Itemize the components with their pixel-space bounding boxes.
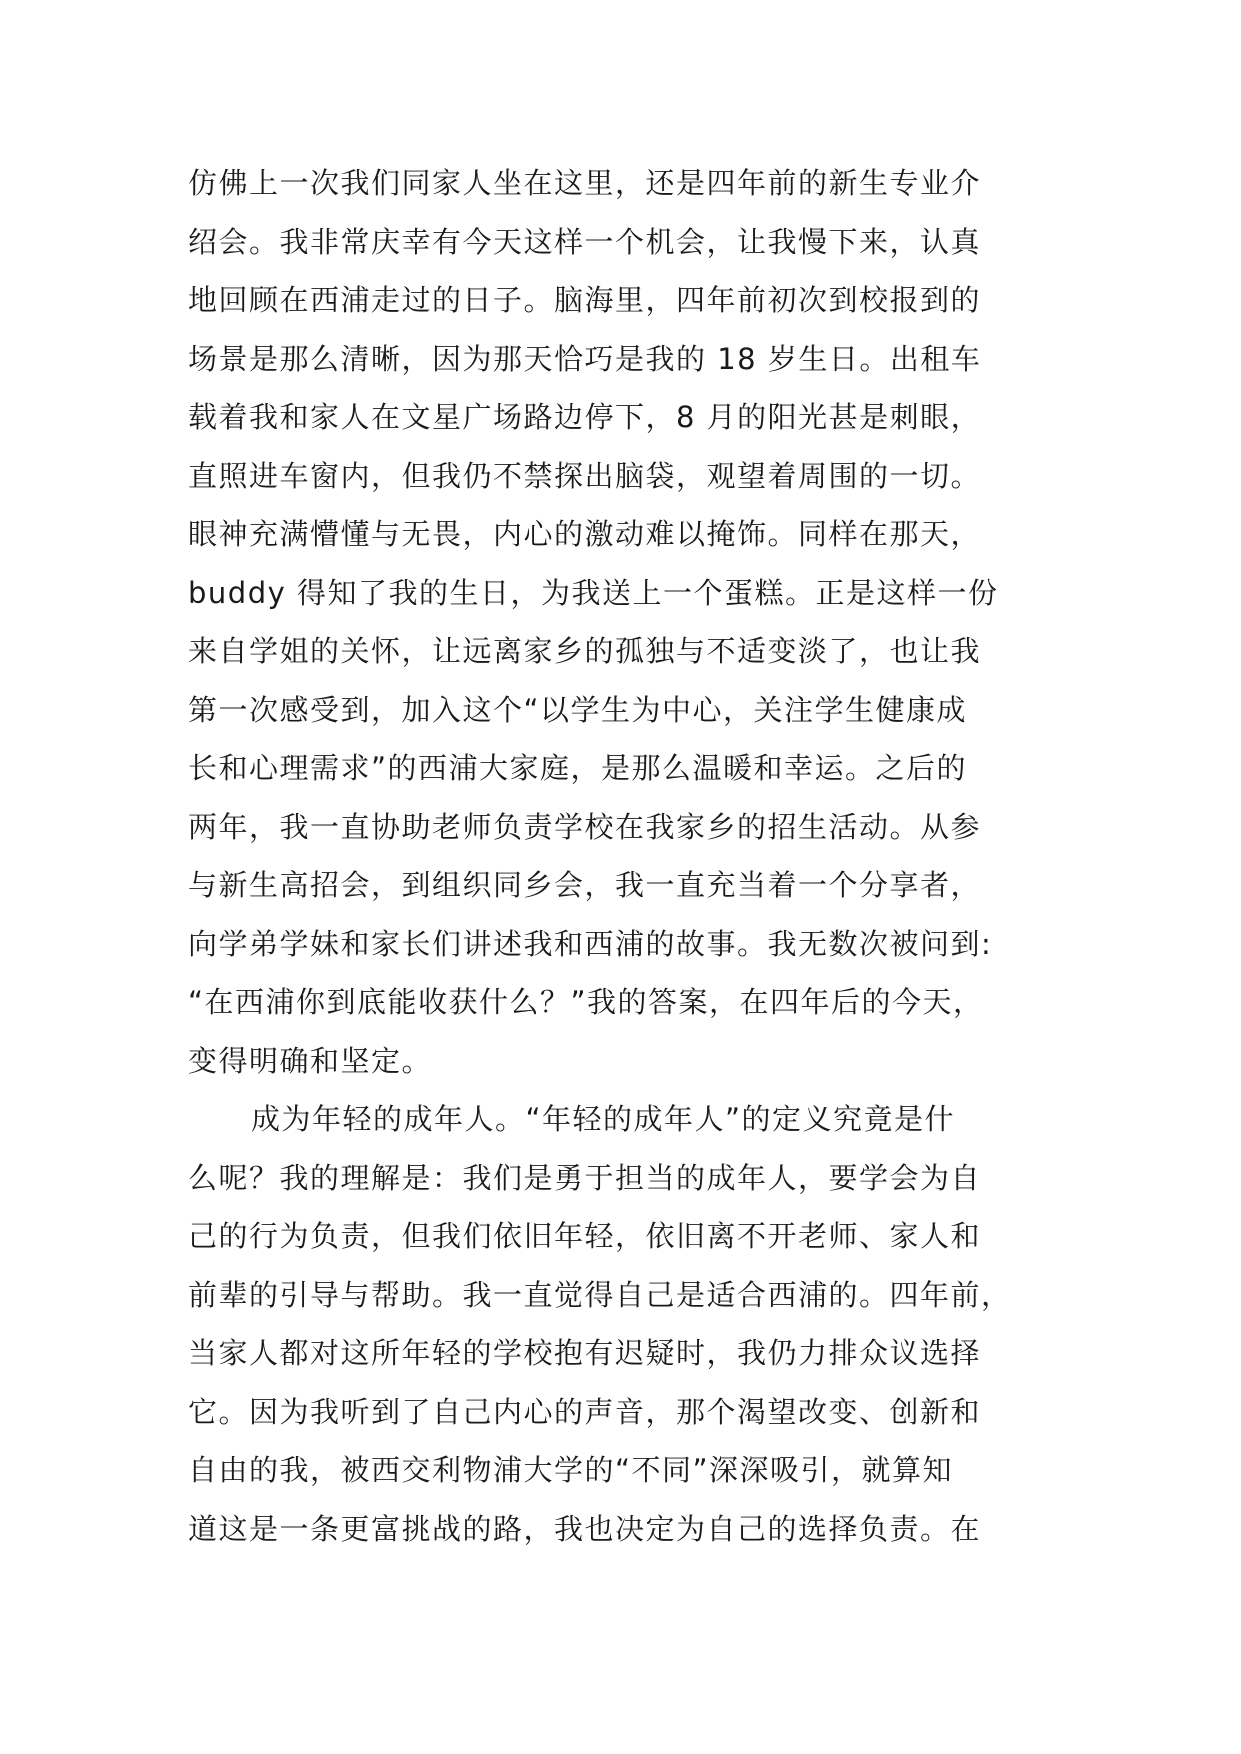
text-line: 绍会。我非常庆幸有今天这样一个机会，让我慢下来，认真 <box>188 224 982 259</box>
text-line: 场景是那么清晰，因为那天恰巧是我的 18 岁生日。出租车 <box>188 341 982 376</box>
text-line: 两年，我一直协助老师负责学校在我家乡的招生活动。从参 <box>188 809 982 844</box>
text-line: 当家人都对这所年轻的学校抱有迟疑时，我仍力排众议选择 <box>188 1336 982 1370</box>
text-line: buddy 得知了我的生日，为我送上一个蛋糕。正是这样一份 <box>188 575 999 610</box>
text-line: 眼神充满懵懂与无畏，内心的激动难以掩饰。同样在那天， <box>188 517 982 551</box>
text-line: 变得明确和坚定。 <box>188 1043 433 1078</box>
text-line: 么呢？我的理解是：我们是勇于担当的成年人，要学会为自 <box>188 1160 982 1195</box>
text-line: 己的行为负责，但我们依旧年轻，依旧离不开老师、家人和 <box>188 1219 982 1253</box>
paragraph-1 <box>188 154 1058 1090</box>
text-line: 地回顾在西浦走过的日子。脑海里，四年前初次到校报到的 <box>188 283 982 317</box>
text-line: 载着我和家人在文星广场路边停下，8 月的阳光甚是刺眼， <box>188 400 982 434</box>
text-line: 长和心理需求”的西浦大家庭，是那么温暖和幸运。之后的 <box>188 751 968 785</box>
text-line: 成为年轻的成年人。“年轻的成年人”的定义究竟是什 <box>251 1102 956 1136</box>
text-line: 直照进车窗内，但我仍不禁探出脑袋，观望着周围的一切。 <box>188 458 982 493</box>
text-line: 第一次感受到，加入这个“以学生为中心，关注学生健康成 <box>188 692 968 727</box>
text-line: 它。因为我听到了自己内心的声音，那个渴望改变、创新和 <box>188 1394 982 1429</box>
text-line: 自由的我，被西交利物浦大学的“不同”深深吸引，就算知 <box>188 1453 954 1487</box>
text-line: 前辈的引导与帮助。我一直觉得自己是适合西浦的。四年前， <box>188 1277 1012 1312</box>
text-line: 向学弟学妹和家长们讲述我和西浦的故事。我无数次被问到: <box>188 926 993 961</box>
text-line: 道这是一条更富挑战的路，我也决定为自己的选择负责。在 <box>188 1511 982 1546</box>
document-body <box>188 154 1058 1558</box>
paragraph-2 <box>188 1090 1058 1558</box>
text-line: 仿佛上一次我们同家人坐在这里，还是四年前的新生专业介 <box>188 166 982 200</box>
text-line: 来自学姐的关怀，让远离家乡的孤独与不适变淡了，也让我 <box>188 634 982 668</box>
text-line: “在西浦你到底能收获什么？”我的答案，在四年后的今天， <box>188 985 984 1019</box>
text-line: 与新生高招会，到组织同乡会，我一直充当着一个分享者， <box>188 868 982 902</box>
